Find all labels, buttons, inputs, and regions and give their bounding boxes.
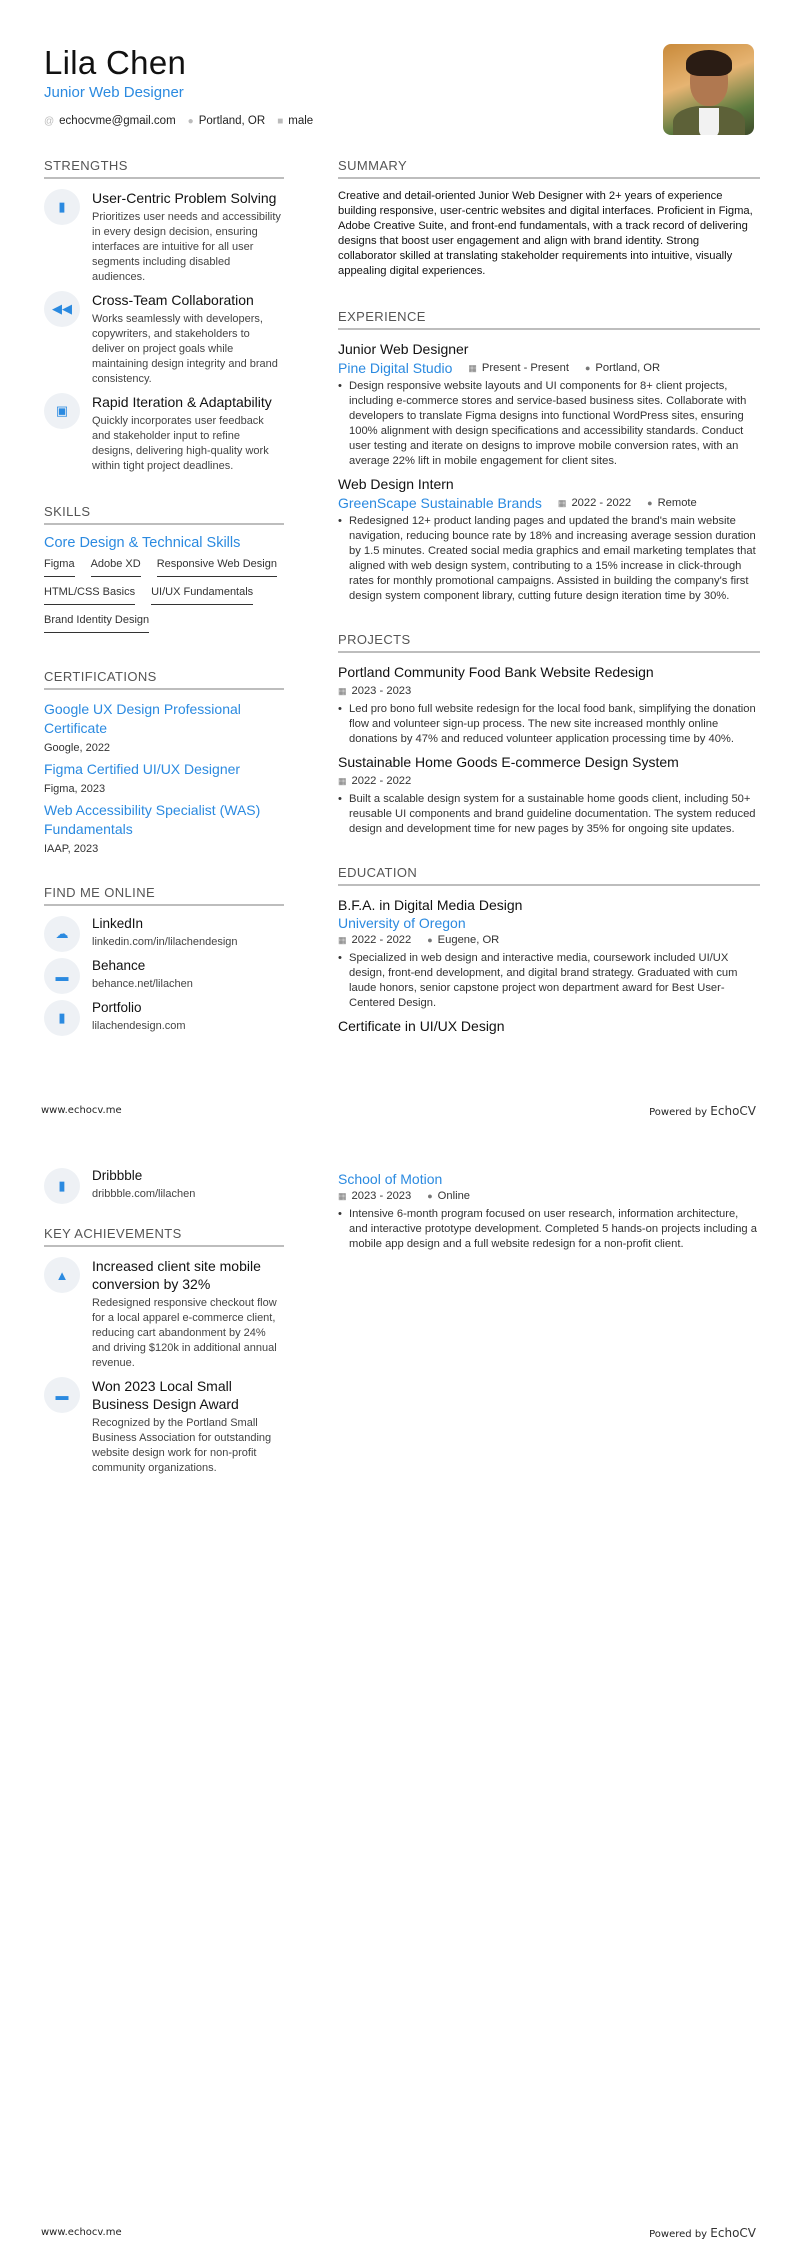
strength-desc: Prioritizes user needs and accessibility in every design decision, ensuring interfaces are intuitive for all user segments including disabled audiences. (92, 211, 281, 283)
person-icon: ■ (277, 116, 284, 127)
archive-icon: ▣ (44, 393, 80, 429)
dates: 2022 - 2022 (351, 775, 412, 787)
link-title: LinkedIn (92, 916, 144, 931)
experience-entry (338, 475, 760, 604)
section-heading: FIND ME ONLINE (44, 885, 284, 906)
strength-desc: Quickly incorporates user feedback and stakeholder input to refine designs, delivering high-quality work within tight project deadlines. (92, 415, 269, 472)
strength-title: Cross-Team Collaboration (92, 292, 254, 308)
experience-section (338, 309, 760, 604)
section-heading: PROJECTS (338, 632, 760, 653)
cert-issuer: Figma, 2023 (44, 783, 106, 795)
section-heading: EXPERIENCE (338, 309, 760, 330)
skill-tag: UI/UX Fundamentals (151, 583, 253, 605)
achievement-item (44, 1257, 284, 1371)
project-entry (338, 663, 760, 747)
dates: Present - Present (481, 362, 569, 374)
right-column (338, 1171, 760, 1258)
skills-section (44, 504, 284, 639)
online-link[interactable] (44, 1000, 284, 1036)
location-pin-icon: ● (647, 498, 653, 508)
projects-section (338, 632, 760, 837)
cert-issuer: Google, 2022 (44, 742, 111, 754)
calendar-icon: ▦ (338, 935, 347, 945)
strength-item (44, 393, 284, 474)
achievements-section (44, 1226, 284, 1476)
skill-group-title: Core Design & Technical Skills (44, 535, 241, 551)
right-column (338, 158, 760, 1058)
experience-entry (338, 340, 760, 469)
degree-title: B.F.A. in Digital Media Design (338, 897, 523, 913)
location: Portland, OR (198, 115, 266, 127)
project-title: Sustainable Home Goods E-commerce Design System (338, 754, 679, 770)
skill-tag: HTML/CSS Basics (44, 583, 135, 605)
education-entry-continued (338, 1171, 760, 1252)
strength-item (44, 291, 284, 387)
achievement-desc: Recognized by the Portland Small Business Association for outstanding website design work for non-profit community organizations. (92, 1417, 272, 1474)
section-heading: CERTIFICATIONS (44, 669, 284, 690)
summary-text: Creative and detail-oriented Junior Web Designer with 2+ years of experience building responsive, user-centric websites and digital interfaces. Proficient in Figma, Adobe Creative Suite, and front-end fundamentals, with a track record of delivering designs that boost user engagement and align with brand identity. Strong collaborator skilled at translating stakeholder requirements into intuitive, visually appealing digital experiences. (338, 190, 753, 277)
school: School of Motion (338, 1171, 443, 1187)
section-heading: STRENGTHS (44, 158, 284, 179)
skill-tag: Adobe XD (91, 555, 141, 577)
location-pin-icon: ● (187, 116, 194, 127)
cert-title: Figma Certified UI/UX Designer (44, 761, 241, 777)
online-link[interactable] (44, 958, 284, 994)
left-column (44, 1168, 284, 1498)
dates: 2023 - 2023 (351, 685, 412, 697)
footer-powered (649, 2226, 756, 2240)
cloud-icon: ☁ (44, 916, 80, 952)
skill-tag: Brand Identity Design (44, 611, 149, 633)
degree-title: Certificate in UI/UX Design (338, 1018, 505, 1034)
achievement-item (44, 1377, 284, 1476)
cert-issuer: IAAP, 2023 (44, 843, 99, 855)
powered-by-label: Powered by (649, 2229, 708, 2240)
achievement-desc: Redesigned responsive checkout flow for a local apparel e-commerce client, reducing cart abandonment by 24% and driving $120k in additional annual revenue. (92, 1297, 277, 1369)
location: Portland, OR (595, 362, 661, 374)
bullet: • Intensive 6-month program focused on user research, information architecture, and interactive prototype development. Completed 5 hands-on projects including a mobile app design and a full website redesign for a non-profit client. (338, 1207, 760, 1252)
strength-desc: Works seamlessly with developers, copywriters, and stakeholders to deliver on project goals while maintaining design integrity and brand consistency. (92, 313, 278, 385)
online-link[interactable] (44, 1168, 284, 1204)
skill-tag: Responsive Web Design (157, 555, 277, 577)
link-url[interactable]: dribbble.com/lilachen (92, 1188, 196, 1200)
brand-name: EchoCV (710, 2226, 756, 2240)
skill-tags (44, 555, 284, 639)
bullet: • Led pro bono full website redesign for the local food bank, simplifying the donation flow and volunteer sign-up process. The new site increased monthly online donations by 47% and reduced volunteer application processing time by 40%. (338, 702, 760, 747)
gender: male (288, 115, 314, 127)
cert-title: Web Accessibility Specialist (WAS) Fundamentals (44, 802, 261, 837)
link-title: Behance (92, 958, 146, 973)
project-title: Portland Community Food Bank Website Redesign (338, 664, 654, 680)
summary-section (338, 158, 760, 279)
job-title: Junior Web Designer (44, 84, 184, 101)
skill-tag: Figma (44, 555, 75, 577)
link-title: Portfolio (92, 1000, 142, 1015)
calendar-icon: ▦ (338, 776, 347, 786)
email[interactable]: echocvme@gmail.com (59, 115, 176, 127)
footer-site-link[interactable]: www.echocv.me (41, 2227, 122, 2238)
achievement-title: Won 2023 Local Small Business Design Award (92, 1378, 239, 1412)
location: Remote (657, 497, 697, 509)
calendar-icon: ▦ (557, 498, 567, 508)
rewind-icon: ◀◀ (44, 291, 80, 327)
calendar-icon: ▦ (338, 686, 347, 696)
link-title: Dribbble (92, 1168, 143, 1183)
cert-title: Google UX Design Professional Certificate (44, 701, 241, 736)
contact-line (44, 115, 313, 127)
location-pin-icon: ● (584, 363, 591, 373)
file-icon: ▮ (44, 1000, 80, 1036)
school: University of Oregon (338, 915, 466, 931)
project-entry (338, 753, 760, 837)
online-section (44, 885, 284, 1036)
brand-name: EchoCV (710, 1104, 756, 1118)
education-entry (338, 896, 760, 1011)
chat-icon: ▬ (44, 1377, 80, 1413)
bullet: • Redesigned 12+ product landing pages and updated the brand's main website navigation, reducing bounce rate by 18% and increasing average session duration by 1.5 minutes. Created social media graphics and email marketing templates that aligned with web design system, contributing to a 15% increase in click-through rates for monthly promotional campaigns. Assisted in building the company's first design system component library, cutting future design iteration time by 30%. (338, 514, 760, 604)
dribbble-icon: ▮ (44, 1168, 80, 1204)
section-heading: EDUCATION (338, 865, 760, 886)
achievement-title: Increased client site mobile conversion by 32% (92, 1258, 261, 1292)
role-title: Junior Web Designer (338, 341, 469, 357)
header (44, 44, 313, 127)
footer-site-link[interactable]: www.echocv.me (41, 1105, 122, 1116)
certifications-section (44, 669, 284, 855)
profile-photo (663, 44, 754, 135)
link-url[interactable]: behance.net/lilachen (92, 978, 193, 990)
company: GreenScape Sustainable Brands (338, 495, 542, 511)
role-title: Web Design Intern (338, 476, 454, 492)
at-icon: @ (44, 116, 55, 127)
chat-icon: ▬ (44, 958, 80, 994)
resume-page-2 (0, 1123, 794, 2246)
bullet: • Built a scalable design system for a sustainable home goods client, including 50+ reusable UI components and brand guideline documentation. The system reduced design and development time for new pages by 35% for ongoing site updates. (338, 792, 760, 837)
strength-title: Rapid Iteration & Adaptability (92, 394, 272, 410)
location-pin-icon: ● (427, 935, 433, 945)
candidate-name: Lila Chen (44, 44, 187, 81)
location-pin-icon: ● (427, 1191, 433, 1201)
education-section (338, 865, 760, 1036)
strength-title: User-Centric Problem Solving (92, 190, 277, 206)
bullet: • Specialized in web design and interactive media, coursework included UI/UX design, front-end development, and digital brand strategy. Graduated with cum laude honors, senior capstone project won department award for Best User-Centered Design. (338, 951, 760, 1011)
footer-powered (649, 1104, 756, 1118)
left-column (44, 158, 284, 1058)
bullet: • Design responsive website layouts and UI components for 8+ client projects, including e-commerce stores and service-based business sites. Collaborate with developers to translate Figma designs into functional WordPress sites, ensuring 100% alignment with design specifications and accessibility standards. Conduct user testing and iterate on designs to improve mobile conversion rates, with an average 22% lift in mobile engagement for client sites. (338, 379, 760, 469)
strengths-section (44, 158, 284, 474)
section-heading: KEY ACHIEVEMENTS (44, 1226, 284, 1247)
clipboard-icon: ▮ (44, 189, 80, 225)
company: Pine Digital Studio (338, 360, 453, 376)
dates: 2022 - 2022 (571, 497, 632, 509)
link-url[interactable]: linkedin.com/in/lilachendesign (92, 936, 238, 948)
link-url[interactable]: lilachendesign.com (92, 1020, 186, 1032)
graduation-cap-icon: ▲ (44, 1257, 80, 1293)
calendar-icon: ▦ (468, 363, 477, 373)
calendar-icon: ▦ (338, 1191, 347, 1201)
dates: 2023 - 2023 (351, 1190, 412, 1202)
location: Eugene, OR (437, 934, 500, 946)
dates: 2022 - 2022 (351, 934, 412, 946)
location: Online (437, 1190, 471, 1202)
section-heading: SKILLS (44, 504, 284, 525)
section-heading: SUMMARY (338, 158, 760, 179)
powered-by-label: Powered by (649, 1107, 708, 1118)
strength-item (44, 189, 284, 285)
online-link[interactable] (44, 916, 284, 952)
